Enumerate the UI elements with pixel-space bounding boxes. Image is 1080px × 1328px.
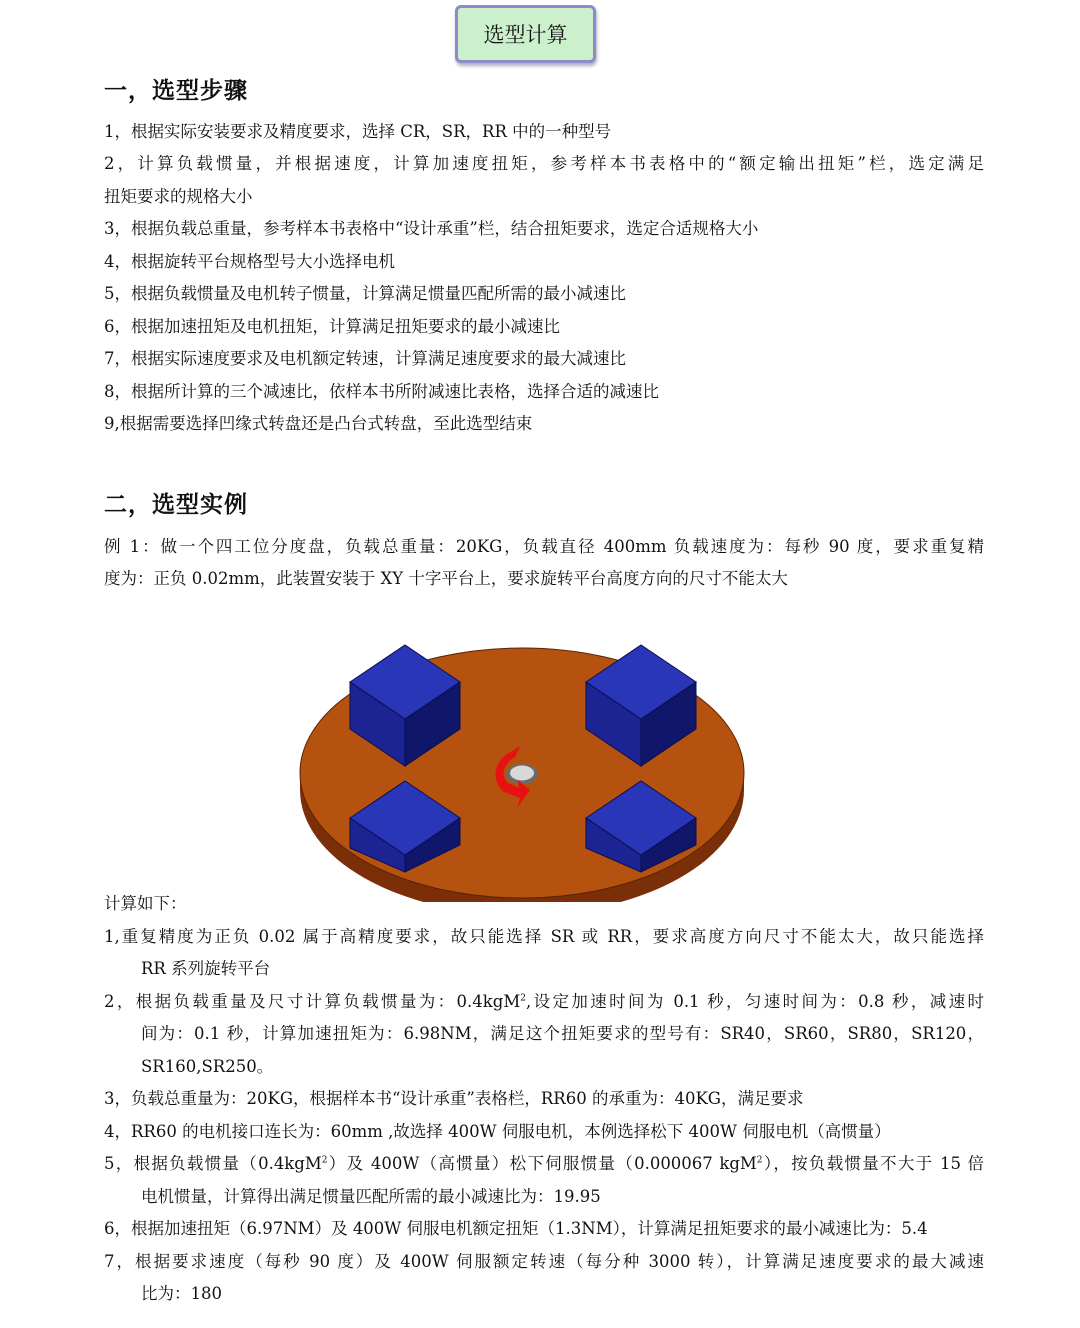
step-line: 2，计算负载惯量，并根据速度，计算加速度扭矩，参考样本书表格中的“额定输出扭矩”栏，选定满足 xyxy=(104,154,984,173)
step-line: 8，根据所计算的三个减速比，依样本书所附减速比表格，选择合适的减速比 xyxy=(104,382,659,401)
section-heading-steps: 一，选型步骤 xyxy=(104,78,248,104)
calc-line: SR160,SR250。 xyxy=(141,1057,274,1076)
calc-line: RR 系列旋转平台 xyxy=(141,959,271,978)
step-line: 扭矩要求的规格大小 xyxy=(104,187,253,206)
calc-line: 3，负载总重量为：20KG，根据样本书“设计承重”表格栏，RR60 的承重为：40KG，满足要求 xyxy=(104,1089,804,1108)
calc-line: 1,重复精度为正负 0.02 属于高精度要求，故只能选择 SR 或 RR，要求高度方向尺寸不能太大，故只能选择 xyxy=(104,927,984,946)
calc-line xyxy=(104,1147,984,1180)
calc-line: 4，RR60 的电机接口连长为：60mm ,故选择 400W 伺服电机，本例选择松下 400W 伺服电机（高惯量） xyxy=(104,1122,891,1141)
calc-line: 比为：180 xyxy=(141,1284,222,1303)
calc-text: ,设定加速时间为 0.1 秒，匀速时间为：0.8 秒，减速时 xyxy=(525,992,984,1011)
step-line: 3，根据负载总重量，参考样本书表格中“设计承重”栏，结合扭矩要求，选定合适规格大小 xyxy=(104,219,759,238)
example-line: 度为：正负 0.02mm，此装置安装于 XY 十字平台上，要求旋转平台高度方向的尺寸不能太大 xyxy=(104,569,788,588)
step-line: 6，根据加速扭矩及电机扭矩，计算满足扭矩要求的最小减速比 xyxy=(104,317,560,336)
rotary-table-figure xyxy=(298,640,750,902)
section-heading-example: 二，选型实例 xyxy=(104,492,248,518)
calc-text: ），按负载惯量不大于 15 倍 xyxy=(762,1154,984,1173)
calc-line xyxy=(104,985,984,1018)
example-line: 例 1：做一个四工位分度盘，负载总重量：20KG，负载直径 400mm 负载速度为：每秒 90 度，要求重复精 xyxy=(104,537,984,556)
calc-text: 5，根据负载惯量（0.4kgM xyxy=(104,1154,322,1173)
calc-text: 2，根据负载重量及尺寸计算负载惯量为：0.4kgM xyxy=(104,992,521,1011)
step-line: 5，根据负载惯量及电机转子惯量，计算满足惯量匹配所需的最小减速比 xyxy=(104,284,626,303)
step-line: 1，根据实际安装要求及精度要求，选择 CR，SR，RR 中的一种型号 xyxy=(104,122,612,141)
calc-label: 计算如下： xyxy=(104,894,187,913)
calc-text: ）及 400W（高惯量）松下伺服惯量（0.000067 kgM xyxy=(327,1154,757,1173)
calc-line: 7，根据要求速度（每秒 90 度）及 400W 伺服额定转速（每分种 3000 转），计算满足速度要求的最大减速 xyxy=(104,1252,984,1271)
page-title: 选型计算 xyxy=(455,5,596,63)
step-line: 4，根据旋转平台规格型号大小选择电机 xyxy=(104,252,395,271)
step-line: 9,根据需要选择凹缘式转盘还是凸台式转盘，至此选型结束 xyxy=(104,414,533,433)
superscript: 2 xyxy=(756,1155,763,1166)
step-line: 7，根据实际速度要求及电机额定转速，计算满足速度要求的最大减速比 xyxy=(104,349,626,368)
calc-line: 6，根据加速扭矩（6.97NM）及 400W 伺服电机额定扭矩（1.3NM），计算满足扭矩要求的最小减速比为：5.4 xyxy=(104,1219,928,1238)
superscript: 2 xyxy=(520,993,526,1004)
superscript: 2 xyxy=(321,1155,328,1166)
calc-line: 电机惯量，计算得出满足惯量匹配所需的最小减速比为：19.95 xyxy=(141,1187,601,1206)
calc-line: 间为：0.1 秒，计算加速扭矩为：6.98NM，满足这个扭矩要求的型号有：SR40，SR60，SR80，SR120， xyxy=(141,1024,984,1043)
